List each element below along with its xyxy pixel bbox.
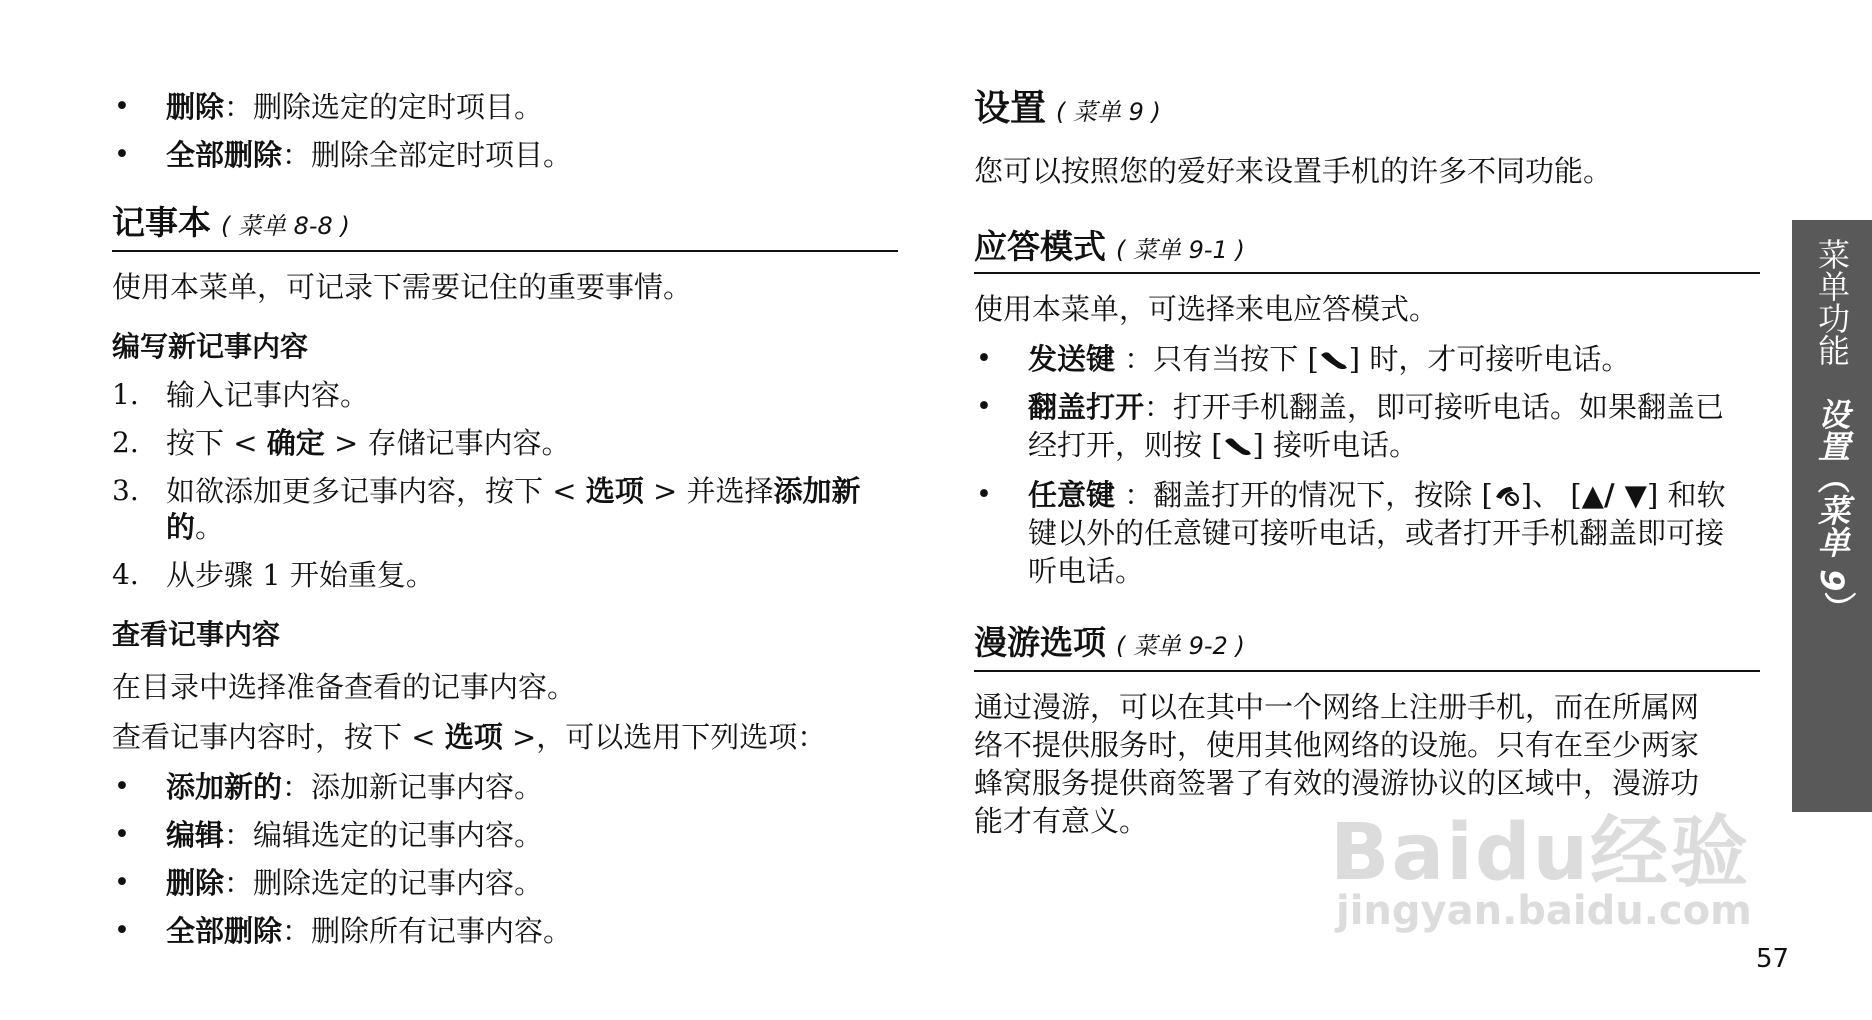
watermark-logo: Baidu经验 [1330,808,1751,898]
bullet-item: 发送键 ：只有当按下 [ ] 时，才可接听电话。 [1028,340,1630,380]
bullet-item: 全部删除：删除所有记事内容。 [166,914,573,948]
subheading: 编写新记事内容 [112,330,309,363]
paragraph-line: 能才有意义。 [974,804,1149,838]
side-tab [1792,220,1872,812]
bullet-mark: • [976,479,992,510]
bullet-item: 任意键 ：翻盖打开的情况下，按除 [ ]、 [▲/ ▼] 和软 [1028,476,1725,516]
bullet-mark: • [976,391,992,422]
bullet-item: 删除：删除选定的记事内容。 [166,866,544,900]
bullet-item-cont: 听电话。 [1028,554,1145,588]
main-heading: 设置 ( 菜单 9 ) [974,88,1161,129]
bullet-mark: • [114,771,130,802]
watermark [1330,790,1760,940]
bullet-item-cont: 经打开，则按 [ ] 接听电话。 [1028,426,1418,466]
section-heading: 应答模式 ( 菜单 9-1 ) [974,227,1245,266]
main-intro: 您可以按照您的爱好来设置手机的许多不同功能。 [974,154,1613,188]
watermark-url: jingyan.baidu.com [1336,888,1752,934]
step-text: 如欲添加更多记事内容，按下 < 选项 > 并选择添加新 [166,474,861,508]
bullet-item: 翻盖打开：打开手机翻盖，即可接听电话。如果翻盖已 [1028,390,1725,424]
heading-rule [974,272,1760,274]
bullet-mark: • [114,867,130,898]
section-heading: 漫游选项 ( 菜单 9-2 ) [974,623,1245,662]
bullet-mark: • [976,343,992,374]
bullet-mark: • [114,91,130,122]
step-text: 输入记事内容。 [166,378,370,412]
bullet-item: 删除：删除选定的定时项目。 [166,90,544,124]
step-number: 3. [112,474,139,507]
bullet-item: 编辑：编辑选定的记事内容。 [166,818,544,852]
step-number: 4. [112,558,139,591]
phone-end-icon [1493,478,1521,516]
paragraph-line: 通过漫游，可以在其中一个网络上注册手机，而在所属网 [974,690,1700,724]
paragraph-line: 蜂窝服务提供商签署了有效的漫游协议的区域中，漫游功 [974,766,1700,800]
bullet-item: 全部删除：删除全部定时项目。 [166,138,573,172]
phone-send-icon [1319,342,1349,380]
side-tab-label: 菜单功能 设置（菜单 9） [1813,238,1851,624]
step-number: 2. [112,426,139,459]
heading-rule [974,670,1760,672]
heading-rule [112,250,898,252]
phone-send-icon [1223,428,1253,466]
bullet-item: 添加新的：添加新记事内容。 [166,770,544,804]
section-heading: 记事本 ( 菜单 8-8 ) [112,203,350,242]
page-number: 57 [1756,944,1790,974]
bullet-item-cont: 键以外的任意键可接听电话，或者打开手机翻盖即可接 [1028,516,1725,550]
bullet-mark: • [114,915,130,946]
bullet-mark: • [114,139,130,170]
section-intro: 使用本菜单，可记录下需要记住的重要事情。 [112,270,693,304]
step-number: 1. [112,378,139,411]
subheading: 查看记事内容 [112,618,281,651]
section-intro: 使用本菜单，可选择来电应答模式。 [974,292,1439,326]
step-text: 按下 < 确定 > 存储记事内容。 [166,426,571,460]
paragraph: 在目录中选择准备查看的记事内容。 [112,670,577,704]
bullet-mark: • [114,819,130,850]
paragraph-line: 络不提供服务时，使用其他网络的设施。只有在至少两家 [974,728,1700,762]
paragraph: 查看记事内容时，按下 < 选项 >，可以选用下列选项： [112,720,827,754]
step-text: 从步骤 1 开始重复。 [166,558,435,592]
step-text-cont: 的。 [166,510,225,544]
